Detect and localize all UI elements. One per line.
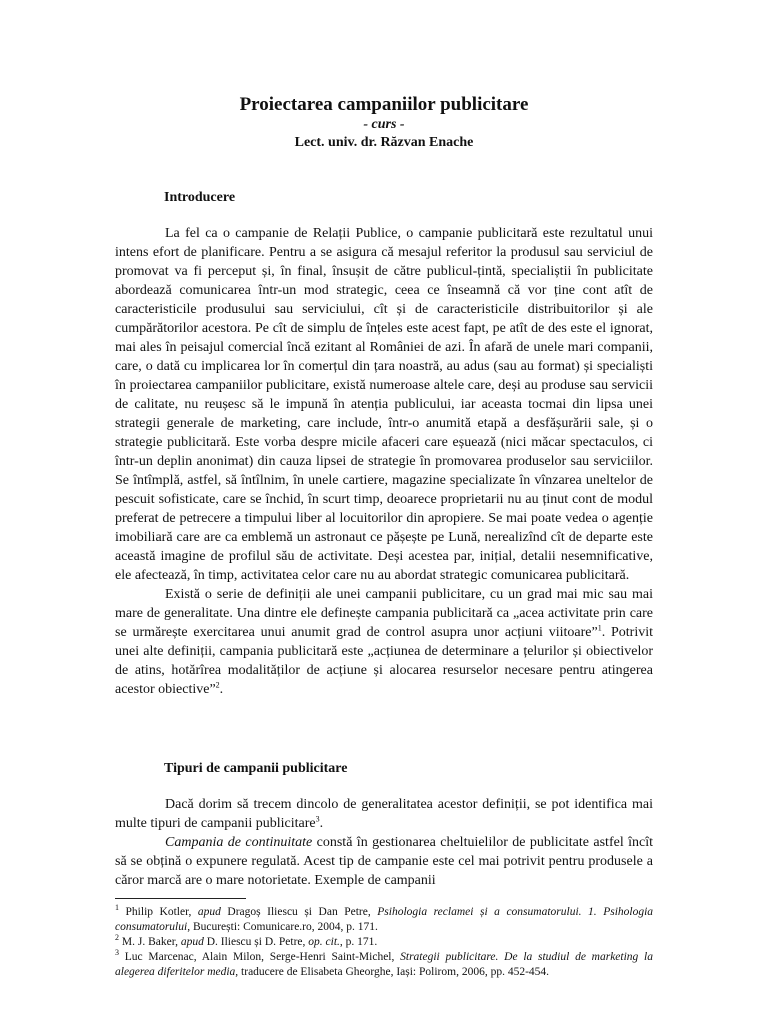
footnote-italic: apud: [197, 906, 221, 918]
footnote-separator: [115, 898, 246, 899]
footnote-text: Philip Kotler,: [125, 906, 192, 918]
footnote: [115, 950, 653, 980]
paragraph: [115, 224, 653, 585]
subtitle-text: - curs -: [363, 117, 405, 132]
paragraph-text: Există o serie de definiții ale unei campanii publicitare, cu un grad mai mic sau mai mare de generalitate. Una dintre ele definește campania publicitară ca „acea activitate prin care se urmărește exercitarea unui anumit grad de control asupra unor acțiuni viitoare”: [115, 587, 653, 640]
footnote-text: , traducere de Elisabeta Gheorghe, Iași: Polirom, 2006, pp. 452-454.: [235, 966, 550, 978]
footnote-text: , București: Comunicare.ro, 2004, p. 171.: [187, 921, 378, 933]
document-subtitle: [0, 116, 768, 134]
footnote-text: , p. 171.: [339, 936, 378, 948]
punctuation: .: [319, 816, 324, 831]
document-title: Proiectarea campaniilor publicitare: [239, 94, 529, 115]
footnote-italic: op. cit.: [308, 936, 340, 948]
footnote-text: Luc Marcenac, Alain Milon, Serge-Henri Saint-Michel,: [124, 951, 395, 963]
paragraph-text: Dacă dorim să trecem dincolo de generalitatea acestor definiții, se pot identifica mai multe tipuri de campanii publicitare: [115, 797, 653, 831]
paragraph: [115, 585, 653, 699]
section-body-introducere: [115, 224, 653, 699]
footnote-text: D. Iliescu și D. Petre,: [206, 936, 306, 948]
punctuation: .: [219, 682, 224, 697]
footnotes: [115, 905, 653, 980]
footnote-italic: Psihologia reclamei și a consumatorului. 1. Psihologia consumatorului: [115, 906, 654, 933]
footnote-ref: 3: [315, 814, 320, 824]
paragraph-text: Potrivit unei alte definiții, campania publicitară este „acțiunea de determinare a țelurilor și obiectivelor de atins, hotărîrea modalităților de acțiune și alocarea resurselor necesare pentru atingerea acestor obiective”: [115, 625, 654, 697]
footnote-ref: 2: [215, 680, 220, 690]
punctuation: .: [601, 625, 606, 640]
section-heading-tipuri: Tipuri de campanii publicitare: [164, 761, 348, 776]
footnote-italic: Strategii publicitare. De la studiul de marketing la alegerea diferitelor media: [115, 951, 653, 978]
footnote: [115, 905, 653, 935]
term-italic: Campania de continuitate: [165, 835, 313, 850]
paragraph-text: constă în gestionarea cheltuielilor de publicitate astfel încît să se obțină o expunere regulată. Acest tip de campanie este cel mai potrivit pentru produsele a căror marcă are o mare notorietate. Exemple de campanii: [115, 835, 653, 888]
footnote-text: Dragoș Iliescu și Dan Petre,: [227, 906, 371, 918]
paragraph: [115, 795, 653, 833]
document-author: Lect. univ. dr. Răzvan Enache: [294, 135, 474, 150]
paragraph-text: La fel ca o campanie de Relații Publice, o campanie publicitară este rezultatul unui intens efort de planificare. Pentru a se asigura că mesajul referitor la produsul sau serviciul de promovat va fi perceput și, în final, însușit de către publicul-țintă, specialiștii în publicitate abordează comunicarea într-un mod strategic, ceea ce înseamnă că vor ține cont atît de caracteristicile produsului sau serviciului, cît și de caracteristicile distribuitorilor și ale cumpărătorilor acestora. Pe cît de simplu de înțeles este acest fapt, pe atît de des este el ignorat, mai ales în peisajul comercial încă ezitant al României de azi. În afară de unele mari companii, care, o dată cu implicarea lor în comerțul din țara noastră, au adus (sau au format) și specialiști în proiectarea campaniilor publicitare, există numeroase altele care, deși au produse sau servicii de calitate, nu reușesc să le impună în atenția publicului, iar aceasta tocmai din lipsa unei strategii generale de marketing, care include, într-o anumită etapă a desfășurării sale, și o strategie publicitară. Este vorba despre micile afaceri care eșuează (nici măcar spectaculos, ci într-un deplin anonimat) din cauza lipsei de strategie în promovarea produselor sau serviciilor. Se întîmplă, astfel, să întîlnim, în unele cartiere, magazine specializate în vînzarea uneltelor de pescuit sofisticate, care se închid, în scurt timp, deoarece proprietarii nu au ținut cont de modul preferat de petrecere a timpului liber al locuitorilor din apropiere. Se mai poate vedea o agenție imobiliară care are ca emblemă un astronaut ce pășește pe Lună, nerealizînd cît de departe este această imagine de profilul său de activitate. Deși acestea par, inițial, detalii nesemnificative, ele afectează, în timp, activitatea celor care nu au abordat strategic comunicarea publicitară.: [115, 226, 653, 583]
paragraph: [115, 833, 653, 890]
footnote-number: 3: [115, 948, 119, 958]
footnote-number: 2: [115, 933, 119, 943]
footnote-italic: apud: [180, 936, 204, 948]
section-body-tipuri: [115, 795, 653, 890]
footnote-number: 1: [115, 903, 119, 913]
footnote-ref: 1: [597, 623, 602, 633]
section-heading-introducere: Introducere: [164, 190, 236, 205]
footnote-text: M. J. Baker,: [121, 936, 178, 948]
footnote: [115, 935, 653, 950]
